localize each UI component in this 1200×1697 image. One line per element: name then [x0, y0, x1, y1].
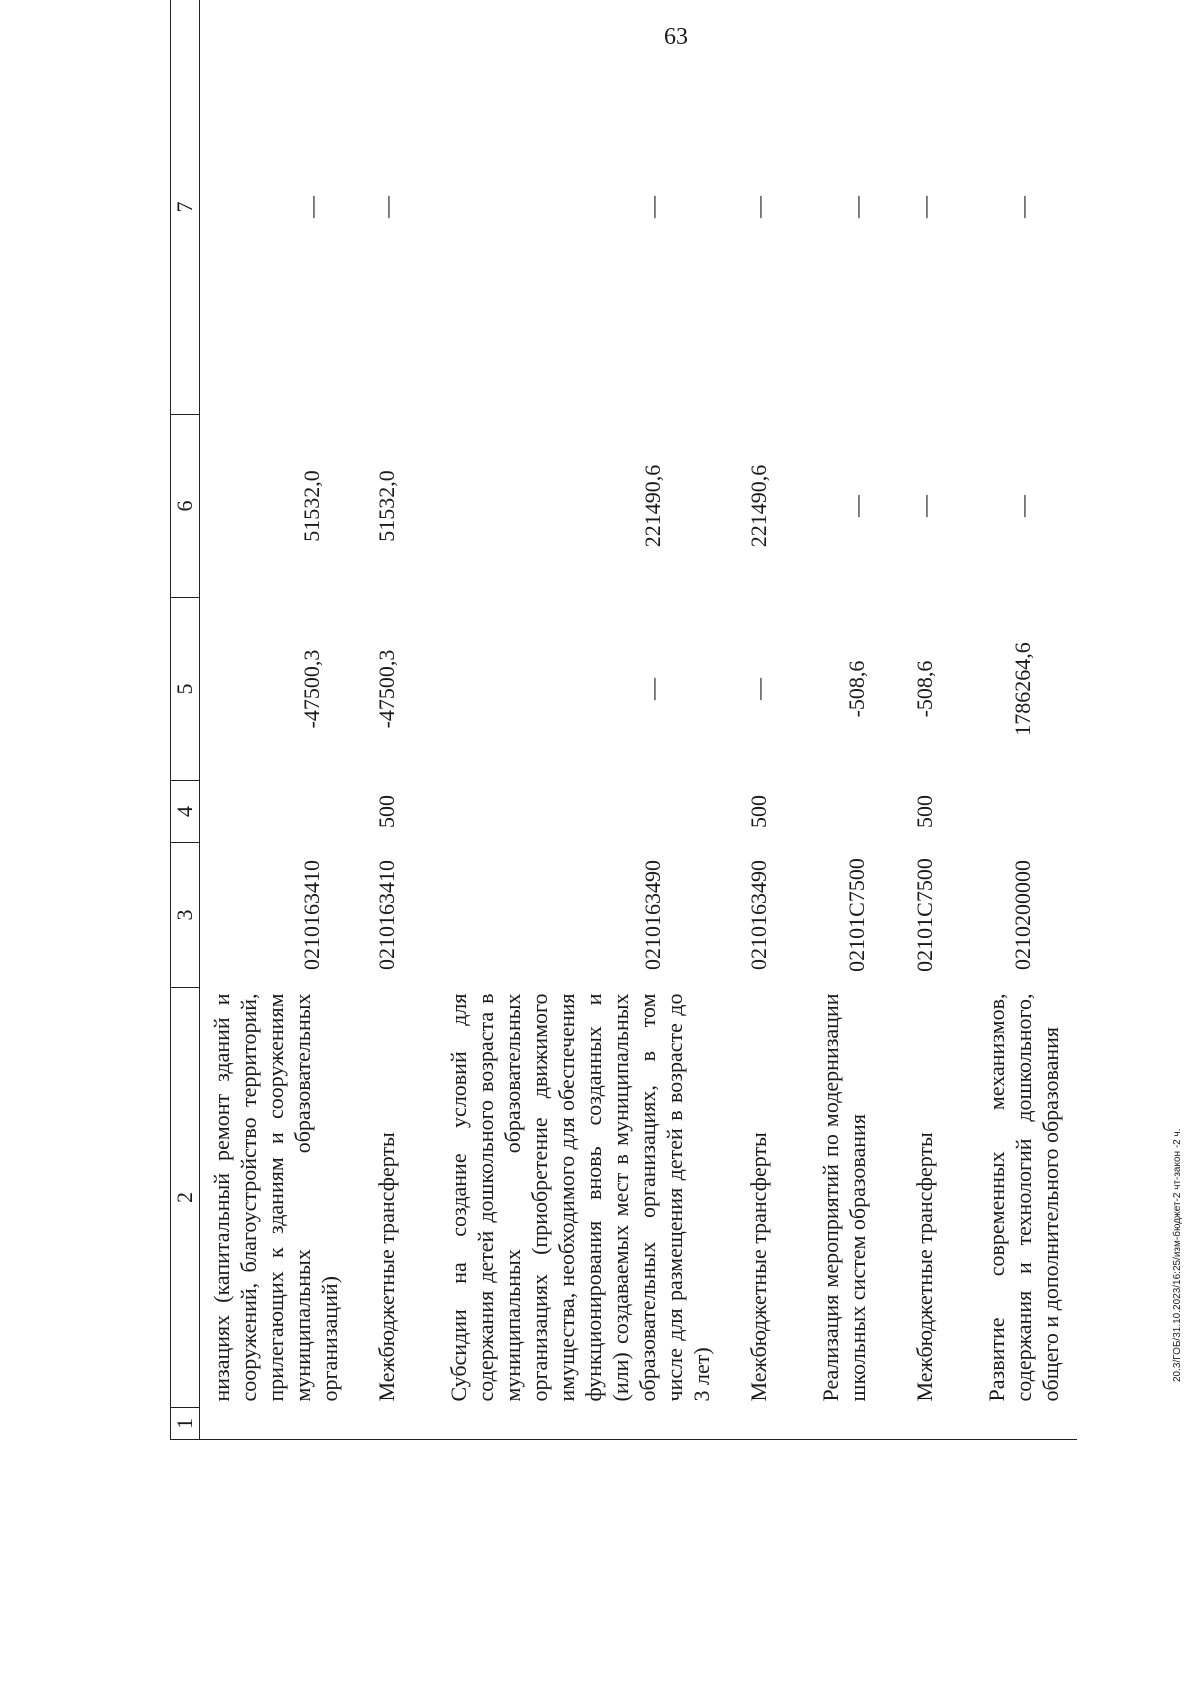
- row-description: Межбюджетные трансферты: [374, 1132, 399, 1402]
- column-header: 1: [171, 1408, 200, 1440]
- row-number-cell: [947, 1408, 1077, 1440]
- column-header: 7: [171, 0, 200, 415]
- row-amount: 51532,0: [299, 470, 324, 542]
- table-row: [781, 0, 881, 1440]
- row-change-amount: -47500,3: [299, 649, 324, 729]
- row-type: [200, 781, 344, 843]
- row-description: Развитие современных механизмов, содержания и технологий дошкольного, общего и дополнительного образования: [984, 993, 1063, 1402]
- row-extra-amount: —: [640, 196, 665, 218]
- row-number-cell: [881, 1408, 947, 1440]
- row-type: 500: [374, 795, 399, 828]
- row-amount: 221490,6: [746, 464, 771, 548]
- row-description: Субсидии на создание условий для содержания детей дошкольного возраста в муниципальных образовательных организациях (приобретение движимого имущества, необходимого для обеспечения функционирования вновь созданных и (или) создаваемых мест в муниципальных образовательных организациях, в том числе для размещения детей в возрасте до 3 лет): [446, 993, 714, 1402]
- rotated-page-content: [170, 0, 1063, 1440]
- row-type: [409, 781, 715, 843]
- column-header: 2: [171, 988, 200, 1408]
- column-header: 5: [171, 598, 200, 781]
- table-row: [409, 0, 715, 1440]
- budget-table: [170, 0, 1077, 1440]
- row-description: низациях (капитальный ремонт зданий и сооружений, благоустройство территорий, прилегающих к зданиям и сооружениям муниципальных образовательных организаций): [209, 993, 342, 1402]
- row-type: 500: [912, 795, 937, 828]
- table-row: [881, 0, 947, 1440]
- row-description: Реализация мероприятий по модернизации школьных систем образования: [818, 993, 870, 1402]
- row-amount: 221490,6: [640, 464, 665, 548]
- row-extra-amount: —: [1010, 196, 1035, 218]
- row-extra-amount: —: [844, 196, 869, 218]
- row-change-amount: —: [746, 678, 771, 700]
- column-header: 4: [171, 781, 200, 843]
- row-description: Межбюджетные трансферты: [912, 1132, 937, 1402]
- row-code: 0210163490: [640, 860, 665, 970]
- row-description: Межбюджетные трансферты: [746, 1132, 771, 1402]
- row-amount: —: [844, 495, 869, 517]
- row-amount: —: [1010, 495, 1035, 517]
- row-code: 0210163410: [299, 860, 324, 970]
- row-change-amount: -508,6: [844, 660, 869, 718]
- row-type: [947, 781, 1077, 843]
- page-number: 63: [664, 24, 688, 50]
- document-footer-code: 20.3/ГОБ/31.10.2023/16:25/изм-бюджет-2 чт-закон -2 ч.: [1172, 1128, 1183, 1382]
- row-type: 500: [746, 795, 771, 828]
- table-row: [715, 0, 781, 1440]
- column-header: 3: [171, 843, 200, 988]
- table-row: [343, 0, 409, 1440]
- row-extra-amount: —: [912, 196, 937, 218]
- row-code: 02101C7500: [844, 858, 869, 972]
- row-number-cell: [343, 1408, 409, 1440]
- row-change-amount: —: [640, 678, 665, 700]
- row-amount: 51532,0: [374, 470, 399, 542]
- row-code: 02101C7500: [912, 858, 937, 972]
- row-extra-amount: —: [299, 196, 324, 218]
- row-code: 0210200000: [1010, 860, 1035, 970]
- row-extra-amount: —: [374, 196, 399, 218]
- row-number-cell: [781, 1408, 881, 1440]
- column-header: 6: [171, 415, 200, 598]
- table-row: [947, 0, 1077, 1440]
- row-change-amount: -47500,3: [374, 649, 399, 729]
- table-header-row: [171, 0, 200, 1440]
- row-number-cell: [409, 1408, 715, 1440]
- row-extra-amount: —: [746, 196, 771, 218]
- row-number-cell: [200, 1408, 344, 1440]
- row-code: 0210163490: [746, 860, 771, 970]
- row-amount: —: [912, 495, 937, 517]
- row-code: 0210163410: [374, 860, 399, 970]
- table-row: [200, 0, 344, 1440]
- row-change-amount: -508,6: [912, 660, 937, 718]
- row-change-amount: 1786264,6: [1010, 642, 1035, 736]
- row-number-cell: [715, 1408, 781, 1440]
- row-type: [781, 781, 881, 843]
